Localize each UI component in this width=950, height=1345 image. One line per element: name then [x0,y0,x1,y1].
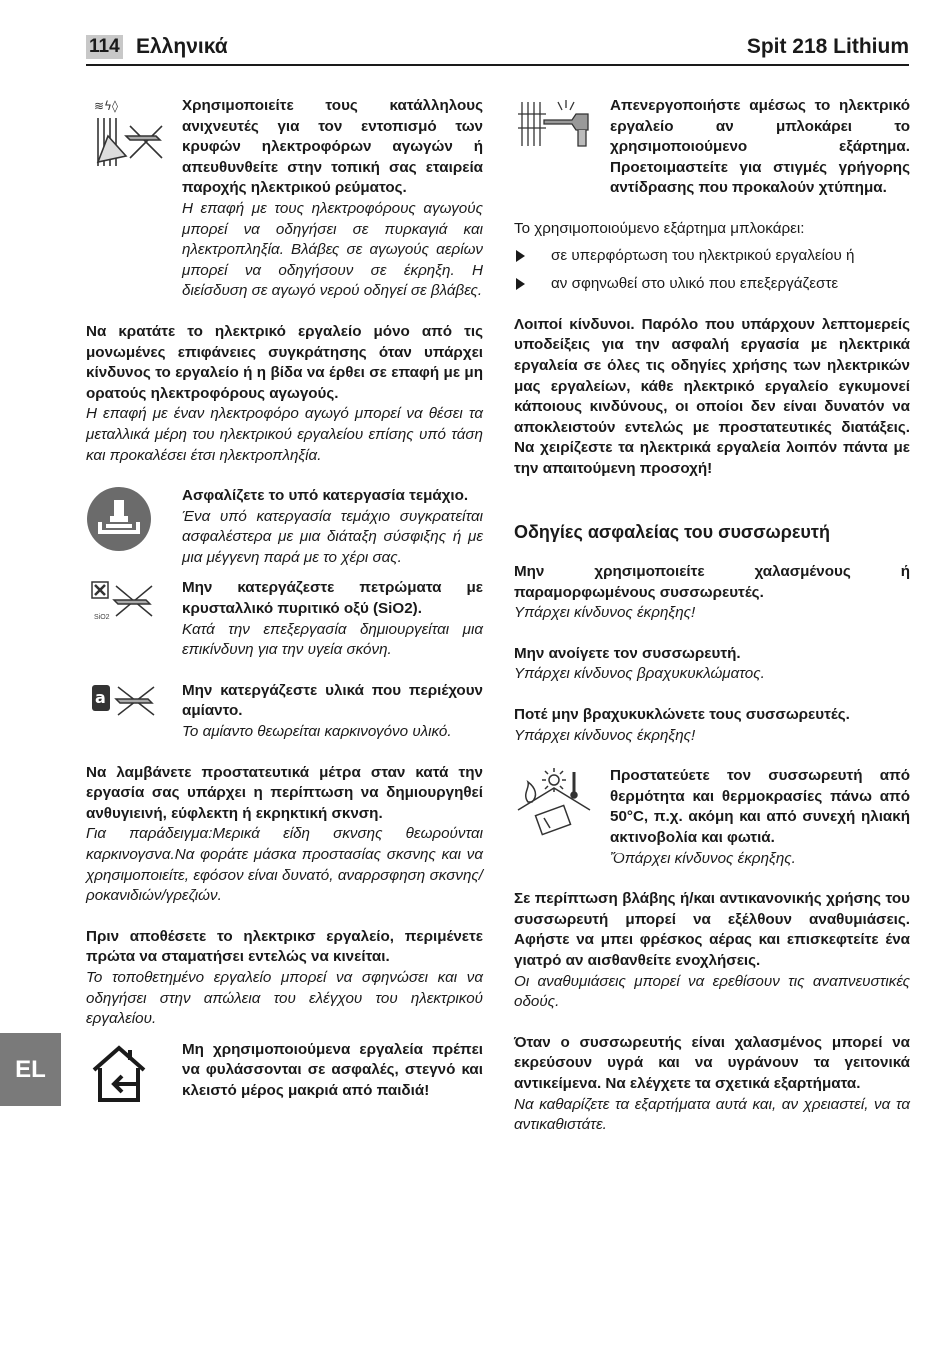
silica-warning: Μην κατεργάζεστε πετρώματα με κρυσταλλικό πυριτικό οξύ (SiO2). [182,579,483,618]
heat-warning: Προστατεύετε τον συσσωρευτή από θερμότητα και θερμοκρασίες πάνω από 50°C, π.χ. ακόμη και από συνεχή ηλιακή ακτινοβολία και φωτιά. [610,767,910,847]
asbestos-warning: Μην κατεργάζεστε υλικά που περιέχουν αμίαντο. [182,681,483,720]
leaking-battery-explanation: Να καθαρίζετε τα εξαρτήματα αυτά και, αν χρειαστεί, να τα αντικαθιστάτε. [514,1095,910,1134]
language-title: Ελληνικά [136,35,228,58]
dust-explanation: Για παράδειγμα:Μερικά είδη σκνσης θεωρούνται καρκινογσνα.Να φοράτε μάσκα προστασίας σκσνης και να χρησιμοποιείτε, εφόσον είναι δυνατό, αναρρσφηση σκσνης/ροκανιδιών/γρεζιών. [86,825,483,905]
short-circuit-warning: Ποτέ μην βραχυκυκλώνετε τους συσσωρευτές. [514,706,850,724]
asbestos-icon-label: ASBEST [94,717,115,724]
hidden-wires-explanation: Η επαφή με τους ηλεκτροφόρους αγωγούς μπορεί να οδηγήσει σε πυρκαγιά και ηλεκτροπληξία. Βλάβες σε αγωγούς αερίων μπορεί να οδηγήσουν σε έκρηξη. Η διείσδυση σε αγωγό νερού οδηγεί σε βλάβες. [182,199,483,300]
heat-explanation: Ὄπάρχει κίνδυνος έκρηξης. [610,849,796,867]
drill-blocking-icon [514,96,610,199]
no-asbestos-icon [86,681,182,743]
blocking-bullet-1: σε υπερφόρτωση του ηλεκτρικού εργαλείου ή [514,246,910,267]
workpiece-section [86,486,483,568]
page-number: 114 [86,35,123,59]
hidden-wires-section [86,96,483,302]
leaking-battery-warning: Όταν ο συσσωρευτής είναι χαλασμένος μπορεί να εκρεύσουν υγρά και να υγράνουν τα γειτονικά αντικείμενα. Να ελέγχετε τα σχετικά εξαρτήματα. [514,1033,910,1092]
indoor-storage-icon [86,1040,182,1106]
blocking-section [514,96,910,199]
no-silica-icon [86,578,182,660]
asbestos-explanation: Το αμίαντο θεωρείται καρκινογόνο υλικό. [182,723,452,741]
svg-text:≋ϟ◊: ≋ϟ◊ [94,99,118,113]
insulated-grip-explanation: Η επαφή με έναν ηλεκτροφόρο αγωγό μπορεί να θέσει τα μεταλλικά μέρη του ηλεκτρικού εργαλείου επίσης υπό τάση και προκαλέσει έτσι ηλεκτροπληξία. [86,405,483,464]
workpiece-clamp-icon [86,486,182,568]
damaged-battery-explanation: Υπάρχει κίνδυνος έκρηξης! [514,604,696,622]
storage-warning: Μη χρησιμοποιούμενα εργαλεία πρέπει να φυλάσσονται σε ασφαλές, στεγνό και κλειστό μέρος μακριά από παιδιά! [182,1040,483,1099]
blocking-warning: Απενεργοποιήστε αμέσως το ηλεκτρικό εργαλείο αν μπλοκάρει το χρησιμοποιούμενο εξάρτημα. Προετοιμαστείτε για στιγμές γρήγορης αντίδρασης που προκαλούν χτύπημα. [610,97,910,197]
left-column [86,96,483,1106]
silica-section [86,578,483,660]
blocking-bullet-2: αν σφηνωθεί στο υλικό που επεξεργάζεστε [514,274,910,295]
silica-explanation: Κατά την επεξεργασία δημιουργείται μια επικίνδυνη για την υγεία σκόνη. [182,620,483,659]
heat-section [514,766,910,869]
residual-risks: Λοιποί κίνδυνοι. Παρόλο που υπάρχουν λεπτομερείς υποδείξεις για την ασφαλή εργασία με ηλεκτρικά εργαλεία σε όλες τις οδηγίες χρήσης των ηλεκτρικών μας εργαλείων, κάθε ηλεκτρικό εργαλείο εγκυμονεί κάποιους κινδύνους, οι οποίοι δεν είναι δυνατόν να αποκλειστούν εντελώς με προστατευτικές διατάξεις. Να χειρίζεστε τα ηλεκτρικά εργαλεία λοιπόν πάντα με την απαιτούμενη προσοχή! [514,315,910,477]
fumes-warning: Σε περίπτωση βλάβης ή/και αντικανονικής χρήσης του συσσωρευτή μπορεί να εξέλθουν αναθυμιάσεις. Αφήστε να μπει φρέσκος αέρας και επισκεφτείτε ένα γιατρό αν αισθανθείτε ενοχλήσεις. [514,890,910,969]
battery-heat-icon [514,766,610,869]
battery-section-heading: Οδηγίες ασφαλείας του συσσωρευτή [514,521,830,542]
open-battery-warning: Μην ανοίγετε τον συσσωρευτή. [514,644,741,662]
page-header [86,32,909,66]
fumes-explanation: Οι αναθυμιάσεις μπορεί να ερεθίσουν τις αναπνευστικές οδούς. [514,972,910,1011]
set-down-warning: Πριν αποθέσετε το ηλεκτρικσ εργαλείο, περιμένετε πρώτα να σταματήσει εντελώς να κινείται. [86,927,483,966]
asbestos-section [86,681,483,743]
hidden-wire-detector-icon [86,96,182,302]
bullet-arrow-icon [516,278,525,290]
blocking-intro: Το χρησιμοποιούμενο εξάρτημα μπλοκάρει: [514,219,805,237]
insulated-grip-warning: Να κρατάτε το ηλεκτρικό εργαλείο μόνο από τις μονωμένες επιφάνειες συγκράτησης όταν υπάρχει κίνδυνος το εργαλείο ή η βίδα να έρθει σε επαφή με μη ορατούς ηλεκτροφόρους αγωγούς. [86,322,483,402]
damaged-battery-warning: Μην χρησιμοποιείτε χαλασμένους ή παραμορφωμένους συσσωρευτές. [514,563,910,601]
language-side-tab: EL [0,1033,61,1106]
product-title: Spit 218 Lithium [746,35,909,58]
workpiece-explanation: Ένα υπό κατεργασία τεμάχιο συγκρατείται ασφαλέστερα με μια διάταξη σύσφιξης ή με μια μέγγενη παρά με το χέρι σας. [182,507,483,566]
short-circuit-explanation: Υπάρχει κίνδυνος έκρηξης! [514,726,696,744]
set-down-explanation: Το τοποθετημένο εργαλείο μπορεί να σφηνώσει και να οδηγήσει στην απώλεια του ελέγχου του ηλεκτρικού εργαλείου. [86,968,483,1028]
right-column [514,96,910,1136]
workpiece-warning: Ασφαλίζετε το υπό κατεργασία τεμάχιο. [182,487,469,505]
storage-section [86,1040,483,1106]
silica-icon-label: SiO2 [94,614,110,622]
bullet-arrow-icon [516,250,525,262]
dust-warning: Να λαμβάνετε προστατευτικά μέτρα σταν κατά την εργασία σας υπάρχει η περίπτωση να δημιουργηθεί ανθυγιεινή, εύφλεκτη ή εκρηκτική σκνση. [86,763,483,822]
svg-text:a: a [95,687,106,707]
open-battery-explanation: Υπάρχει κίνδυνος βραχυκυκλώματος. [514,665,765,683]
hidden-wires-warning: Χρησιμοποιείτε τους κατάλληλους ανιχνευτές για τον εντοπισμό των κρυφών ηλεκτροφόρων αγωγών ή απευθυνθείτε στην τοπική σας εταιρεία παροχής ηλεκτρικού ρεύματος. [182,97,483,197]
